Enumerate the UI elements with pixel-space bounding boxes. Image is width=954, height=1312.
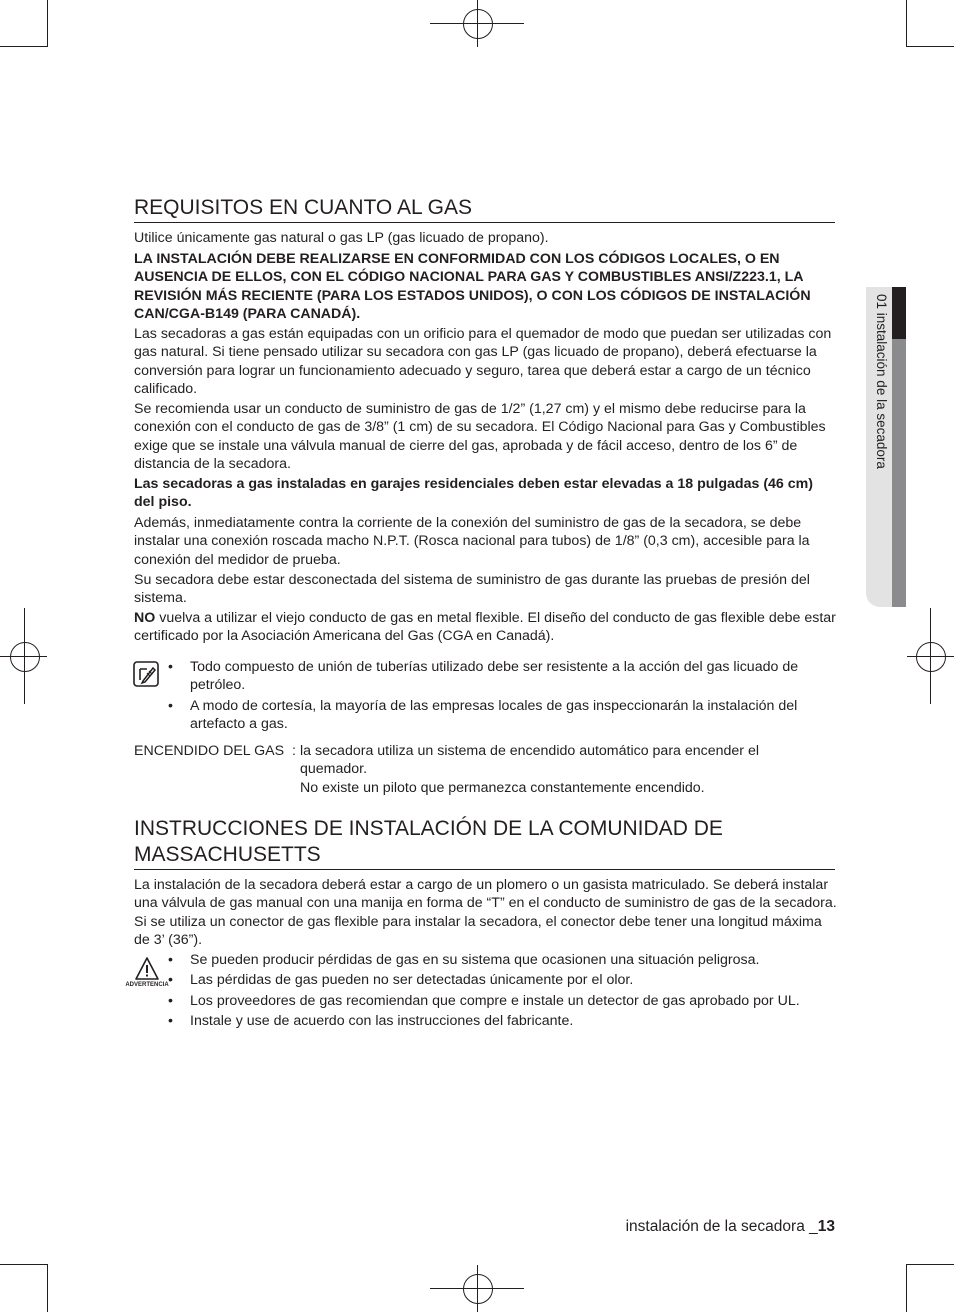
ignition-line-1: la secadora utiliza un sistema de encendido automático para encender el quemador.	[300, 743, 760, 778]
warning-item: • Se pueden producir pérdidas de gas en su sistema que ocasionen una situación peligrosa.	[168, 951, 838, 969]
paragraph-supply-line: Se recomienda usar un conducto de suministro de gas de 1/2” (1,27 cm) y el mismo debe reducirse para la conexión con el conducto de gas de 3/8” (1 cm) de su secadora. El Código Nacional para Gas y Combustibles exige que se instale una válvula manual de cierre del gas, aprobada y de fácil acceso, dentro de los 6” de distancia de la secadora.	[134, 401, 826, 472]
ignition-colon: :	[292, 743, 296, 759]
bold-no: NO	[134, 610, 156, 626]
note-item: • Todo compuesto de unión de tuberías utilizado debe ser resistente a la acción del gas licuado de petróleo.	[168, 658, 838, 695]
ignition-label: ENCENDIDO DEL GAS	[134, 743, 285, 759]
paragraph-massachusetts-install: La instalación de la secadora deberá estar a cargo de un plomero o un gasista matriculado. Se deberá instalar una válvula de gas manual con una manija en forma de “T” en el conducto de suministro de gas de la secadora. Si se utiliza un conector de gas flexible para instalar la secadora, el conector debe tener una longitud máxima de 3’ (36”).	[134, 877, 837, 948]
page-footer	[626, 1218, 835, 1236]
side-chapter-label: 01 instalación de la secadora	[874, 294, 889, 469]
warning-item: • Los proveedores de gas recomiendan que compre e instale un detector de gas aprobado por UL.	[168, 992, 838, 1010]
warning-item: • Las pérdidas de gas pueden no ser detectadas únicamente por el olor.	[168, 971, 838, 989]
note-item: • A modo de cortesía, la mayoría de las empresas locales de gas inspeccionarán la instalación del artefacto a gas.	[168, 697, 838, 734]
paragraph-pressure-test: Su secadora debe estar desconectada del sistema de suministro de gas durante las pruebas de presión del sistema.	[134, 572, 810, 607]
note-icon	[133, 661, 159, 687]
footer-text: instalación de la secadora _	[625, 1218, 818, 1235]
section-title-massachusetts: INSTRUCCIONES DE INSTALACIÓN DE LA COMUNIDAD DE MASSACHUSETTS	[134, 816, 835, 870]
warning-icon	[123, 956, 171, 990]
paragraph-orifice: Las secadoras a gas están equipadas con un orificio para el quemador de modo que puedan ser utilizadas con gas natural. Si tiene pensado utilizar su secadora con gas LP (gas licuado de propano), deberá efectuarse la conversión para lograr un funcionamiento adecuado y seguro, tarea que deberá estar a cargo de un técnico calificado.	[134, 326, 832, 397]
warning-list	[168, 951, 838, 1032]
paragraph-garage-elevation: Las secadoras a gas instaladas en garajes residenciales deben estar elevadas a 18 pulgadas (46 cm) del piso.	[134, 476, 813, 511]
paragraph-flexible-line	[134, 609, 837, 646]
paragraph-npt-connection: Además, inmediatamente contra la corriente de la conexión del suministro de gas de la secadora, se debe instalar una conexión roscada macho N.P.T. (Rosca nacional para tubos) de 1/8” (0,3 cm), accesible para la conexión del medidor de prueba.	[134, 515, 810, 568]
paragraph-code-compliance: LA INSTALACIÓN DEBE REALIZARSE EN CONFORMIDAD CON LOS CÓDIGOS LOCALES, O EN AUSENCIA DE ELLOS, CON EL CÓDIGO NACIONAL PARA GAS Y COMBUSTIBLES ANSI/Z223.1, LA REVISIÓN MÁS RECIENTE (PARA LOS ESTADOS UNIDOS), O CON LOS CÓDIGOS DE INSTALACIÓN CAN/CGA-B149 (PARA CANADÁ).	[134, 251, 811, 322]
page-number: 13	[817, 1218, 835, 1235]
section-title-gas-requirements: REQUISITOS EN CUANTO AL GAS	[134, 195, 835, 223]
warning-item: • Instale y use de acuerdo con las instrucciones del fabricante.	[168, 1012, 838, 1030]
note-list	[168, 658, 838, 735]
paragraph-gas-type: Utilice únicamente gas natural o gas LP (gas licuado de propano).	[134, 230, 549, 246]
ignition-line-2: No existe un piloto que permanezca constantemente encendido.	[300, 780, 705, 796]
warning-label: ADVERTENCIA	[125, 982, 169, 988]
flexible-line-text: vuelva a utilizar el viejo conducto de gas en metal flexible. El diseño del conducto de gas flexible debe estar certificado por la Asociación Americana del Gas (CGA en Canadá).	[134, 610, 836, 645]
